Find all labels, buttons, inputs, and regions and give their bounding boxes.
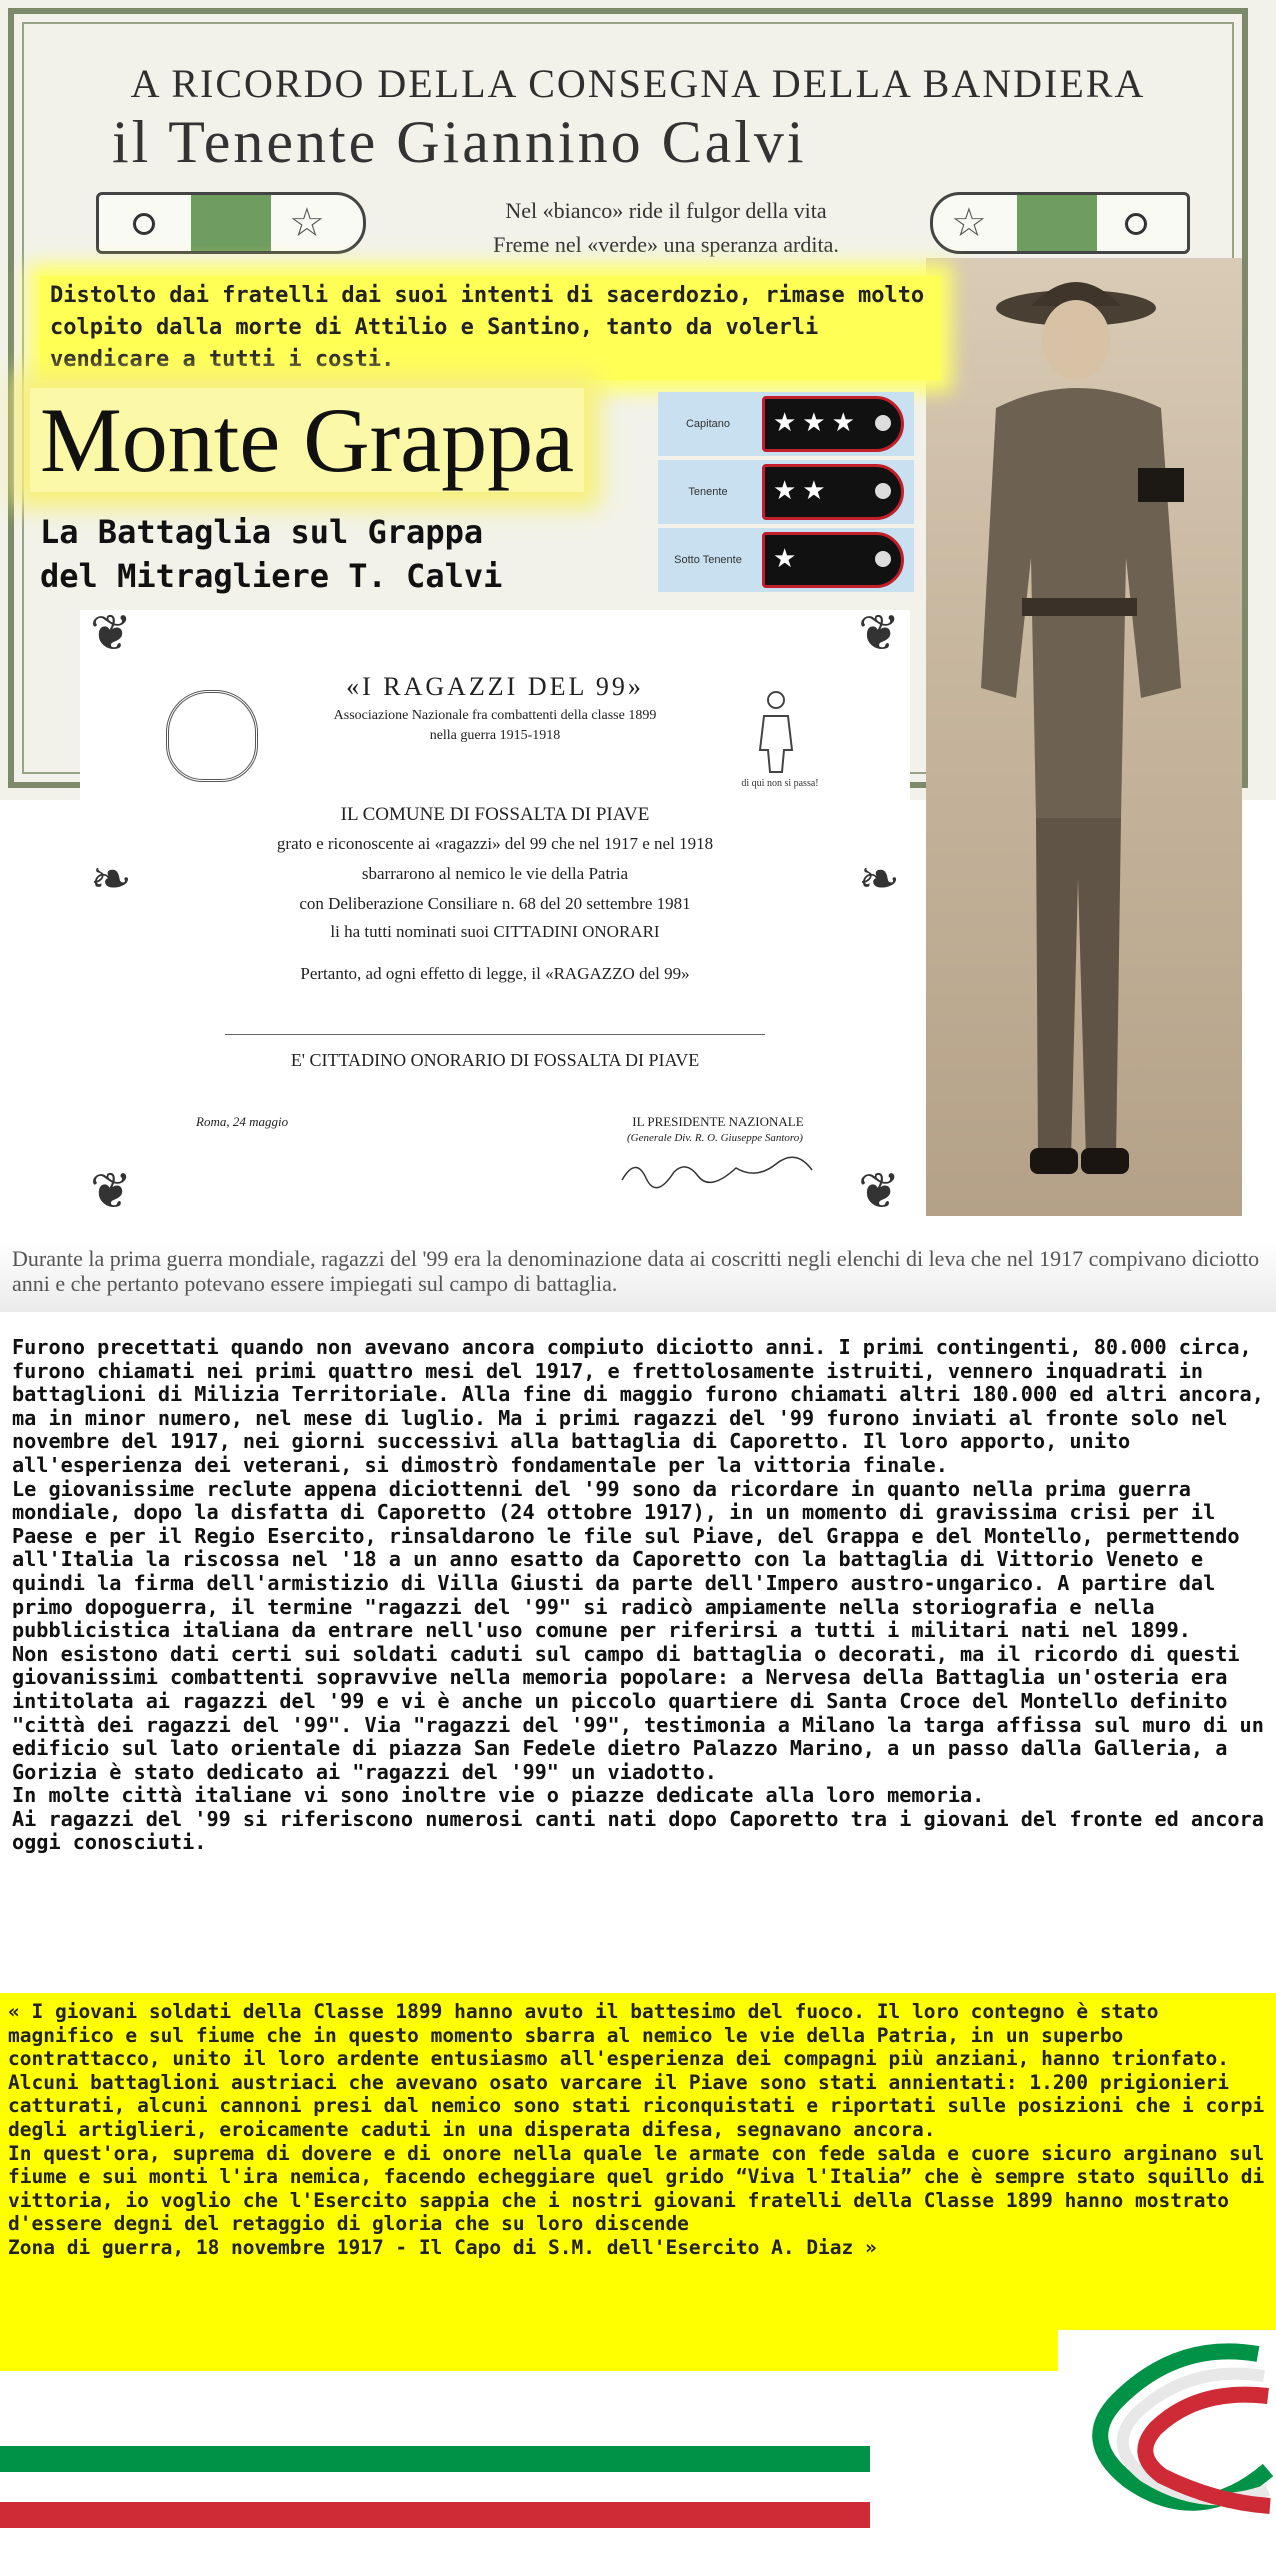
ribbon-green-band — [191, 195, 271, 251]
certificate-war-years: nella guerra 1915-1918 — [429, 728, 561, 743]
ring-icon — [1125, 213, 1147, 235]
headline: Monte Grappa — [30, 388, 584, 492]
intro-text: Durante la prima guerra mondiale, ragazzi del '99 era la denominazione data ai coscritti negli elenchi di leva che nel 1917 compivano diciotto anni e che pertanto potevano essere impiegati sul campo di battaglia. — [12, 1246, 1260, 1296]
flag-green-stripe — [0, 2446, 870, 2472]
paragraph: Furono precettati quando non avevano ancora compiuto diciotto anni. I primi contingenti, 80.000 circa, furono chiamati nei primi quattro mesi del 1917, e frettolosamente istruiti, vennero inquadrati in battaglioni di Milizia Territoriale. Alla fine di maggio furono chiamati altri 180.000 ed altri ancora, ma in minor numero, nel mese di luglio. Ma i primi ragazzi del '99 furono inviati al fronte solo nel novembre del 1917, nei giorni successivi alla battaglia di Caporetto. Il loro apporto, unito all'esperienza dei veterani, si dimostrò fondamentale per la vittoria finale. — [12, 1335, 1264, 1477]
certificate-line: li ha tutti nominati suoi CITTADINI ONORARI — [330, 922, 660, 941]
ornament-icon: ❦ — [858, 604, 900, 662]
ribbon-left — [96, 192, 366, 254]
banner-name: il Tenente Giannino Calvi — [112, 109, 807, 175]
certificate-motto: di qui non si passa! — [741, 778, 819, 789]
rank-stars: ★★ — [773, 476, 832, 506]
shoulder-strap-icon — [762, 532, 904, 588]
ornament-icon: ❧ — [90, 850, 132, 908]
banner-motto — [426, 194, 906, 262]
paragraph: Ai ragazzi del '99 si riferiscono numerosi canti nati dopo Caporetto tra i giovani del fronte ed ancora oggi conosciuti. — [12, 1806, 1264, 1855]
highlight-intro: Distolto dai fratelli dai suoi intenti di sacerdozio, rimase molto colpito dalla morte di Attilio e Santino, tanto da volerli vendicare a tutti i costi. — [40, 276, 940, 380]
paragraph: In molte città italiane vi sono inoltre vie o piazze dedicate alla loro memoria. — [12, 1783, 985, 1808]
quote-paragraph: « I giovani soldati della Classe 1899 hanno avuto il battesimo del fuoco. Il loro contegno è stato magnifico e sul fiume che in questo momento sbarra al nemico le vie della Patria, in un superbo contrattacco, unito il loro ardente entusiasmo all'esperienza dei compagni più anziani, hanno trionfato. Alcuni battaglioni austriaci che avevano osato varcare il Piave sono stati annientati: 1.200 prigionieri catturati, alcuni cannoni presi dal nemico sono stati riconquistati e riportati sulle posizioni che i corpi degli artiglieri, eroicamente caduti in una disperata difesa, segnavano ancora. — [8, 2000, 1265, 2141]
motto-line: Freme nel «verde» una speranza ardita. — [493, 232, 839, 257]
subtitle-line: La Battaglia sul Grappa — [40, 513, 484, 551]
motto-line: Nel «bianco» ride il fulgor della vita — [505, 198, 827, 223]
tricolor-ribbon-icon — [1058, 2330, 1276, 2551]
rank-row — [658, 392, 914, 456]
subtitle — [40, 510, 670, 598]
paragraph: Non esistono dati certi sui soldati caduti sul campo di battaglia o decorati, ma il ricordo di questi giovanissimi combattenti sopravvive nella memoria popolare: a Nervesa della Battaglia un'osteria era intitolata ai ragazzi del '99 e vi è anche un piccolo quartiere di Santa Croce del Montello definito "città dei ragazzi del '99". Via "ragazzi del '99", testimonia a Milano la targa affissa sul muro di un edificio sul lato orientale di piazza San Fedele dietro Palazzo Marino, a un passo dalla Galleria, a Gorizia è stato dedicato ai "ragazzi del '99" un viadotto. — [12, 1641, 1264, 1784]
signature-icon — [616, 1150, 816, 1190]
ornament-icon: ❦ — [90, 604, 132, 662]
certificate-line: grato e riconoscente ai «ragazzi» del 99 che nel 1917 e nel 1918 — [276, 834, 714, 853]
rank-stars: ★ — [773, 544, 803, 574]
rank-stars: ★★★ — [773, 408, 861, 438]
subtitle-line: del Mitragliere T. Calvi — [40, 557, 503, 595]
ring-icon — [133, 213, 155, 235]
certificate-date: Roma, 24 maggio — [196, 1114, 289, 1129]
ornament-icon: ❧ — [858, 850, 900, 908]
soldier-photo — [926, 258, 1242, 1216]
shoulder-strap-icon — [762, 396, 904, 452]
ribbon-right — [930, 192, 1190, 254]
quote-paragraph: In quest'ora, suprema di dovere e di onore nella quale le armate con fede salda e cuore sicuro arginano sul fiume e sui monti l'ira nemica, facendo echeggiare quel grido “Viva l'Italia” che è sempre stato squillo di vittoria, io voglio che l'Esercito sappia che i nostri giovani fratelli della Classe 1899 hanno mostrato d'essere degni del retaggio di gloria che su loro discende — [8, 2141, 1265, 2236]
soldier-silhouette — [926, 258, 1242, 1216]
certificate-line: IL COMUNE DI FOSSALTA DI PIAVE — [340, 804, 650, 825]
certificate-line: con Deliberazione Consiliare n. 68 del 20 settembre 1981 — [299, 894, 691, 913]
certificate-honorary: E' CITTADINO ONORARIO DI FOSSALTA DI PIAVE — [290, 1050, 700, 1070]
ornament-icon: ❦ — [858, 1162, 900, 1220]
paragraph: Le giovanissime reclute appena diciottenni del '99 sono da ricordare in quanto nella prima guerra mondiale, dopo la disfatta di Caporetto (24 ottobre 1917), in un momento di gravissima crisi per il Paese e per il Regio Esercito, rinsaldarono le file sul Piave, del Grappa e del Montello, permettendo all'Italia la riscossa nel '18 a un anno esatto da Caporetto con la battaglia di Vittorio Veneto e quindi la firma dell'armistizio di Villa Giusti da parte dell'Impero austro-ungarico. A partire dal primo dopoguerra, il termine "ragazzi del '99" si radicò ampiamente nella storiografia e nella pubblicistica italiana da entrare nell'uso comune per riferirsi a tutti i militari nati nel 1899. — [12, 1476, 1240, 1643]
certificate-line: sbarrarono al nemico le vie della Patria — [361, 864, 629, 883]
article-body — [12, 1336, 1264, 1855]
divider — [225, 1034, 765, 1035]
quote-signature: Zona di guerra, 18 novembre 1917 - Il Capo di S.M. dell'Esercito A. Diaz » — [8, 2235, 877, 2259]
certificate-president: IL PRESIDENTE NAZIONALE — [632, 1114, 804, 1129]
rank-label: Tenente — [688, 486, 728, 498]
rank-label: Capitano — [685, 418, 731, 430]
rank-row — [658, 460, 914, 524]
certificate-association: Associazione Nazionale fra combattenti della classe 1899 — [333, 708, 657, 723]
ornament-icon: ❦ — [90, 1162, 132, 1220]
certificate-general: (Generale Div. R. O. Giuseppe Santoro) — [627, 1132, 803, 1144]
honorary-certificate — [80, 604, 910, 1240]
rank-row — [658, 528, 914, 592]
certificate-line: Pertanto, ad ogni effetto di legge, il «RAGAZZO del 99» — [300, 964, 690, 983]
star-icon: ☆ — [289, 200, 325, 246]
rank-label: Sotto Tenente — [674, 554, 742, 566]
certificate-heading: «I RAGAZZI DEL 99» — [346, 672, 644, 701]
ribbon-green-band — [1017, 195, 1097, 251]
flag-red-stripe — [0, 2502, 870, 2528]
shoulder-strap-icon — [762, 464, 904, 520]
rank-insignia-table — [658, 392, 914, 594]
banner-title: A RICORDO DELLA CONSEGNA DELLA BANDIERA — [130, 61, 1146, 106]
star-icon: ☆ — [951, 200, 987, 246]
diaz-quote — [8, 2000, 1272, 2260]
